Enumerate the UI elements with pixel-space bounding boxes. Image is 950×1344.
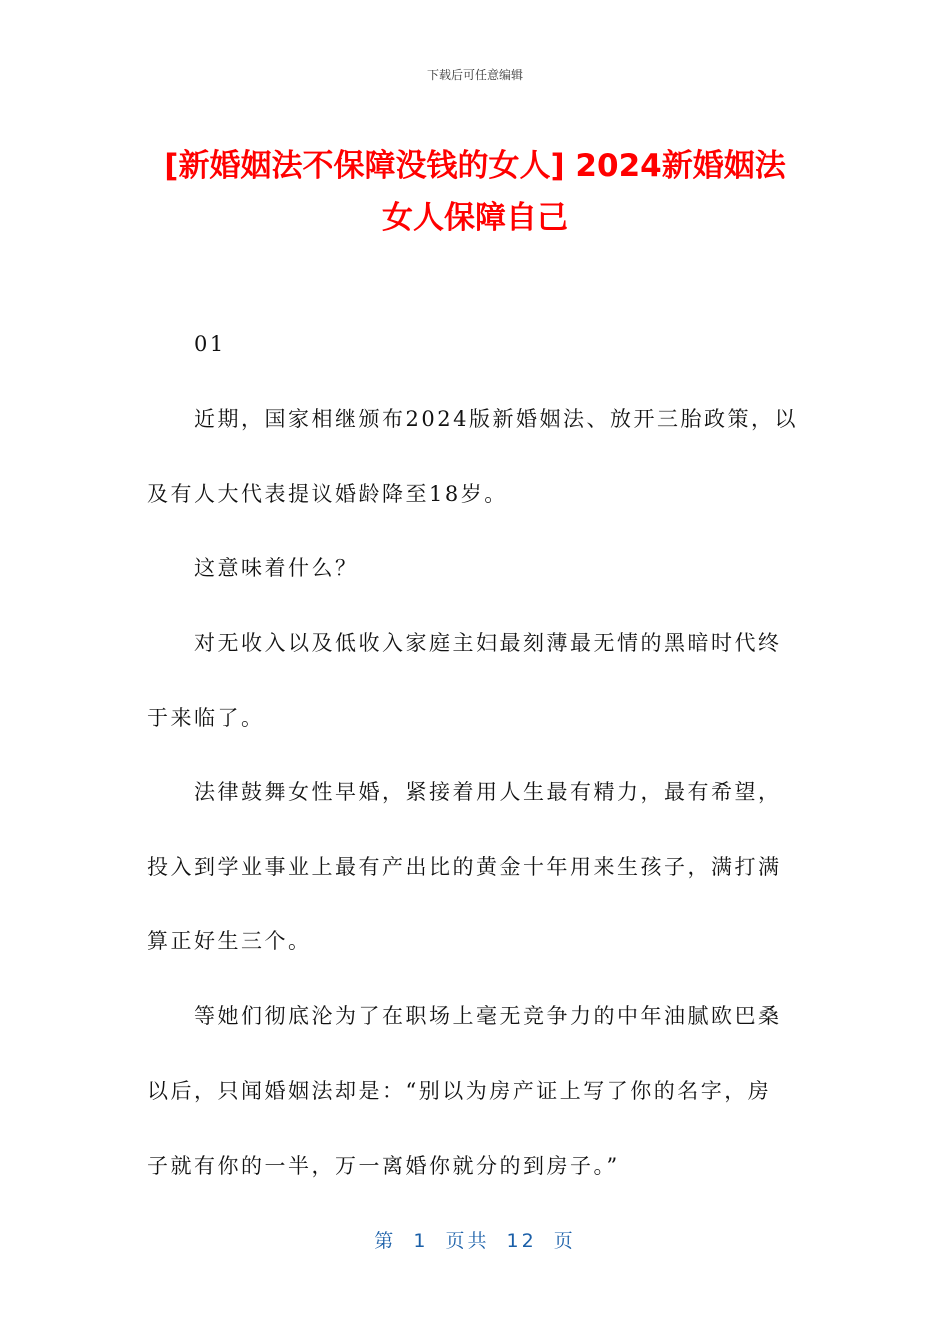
paragraph-2-line-1: 这意味着什么？ — [194, 556, 359, 580]
paragraph-4-line-2: 投入到学业事业上最有产出比的黄金十年用来生孩子，满打满 — [147, 855, 782, 879]
paragraph-3-line-2: 于来临了。 — [147, 706, 265, 730]
paragraph-5-line-1: 等她们彻底沦为了在职场上毫无竞争力的中年油腻欧巴桑 — [194, 1004, 782, 1028]
paragraph-3-line-1: 对无收入以及低收入家庭主妇最刻薄最无情的黑暗时代终 — [194, 631, 782, 655]
paragraph-5-line-3: 子就有你的一半，万一离婚你就分的到房子。” — [147, 1154, 620, 1178]
paragraph-1-line-1: 近期，国家相继颁布2024版新婚姻法、放开三胎政策，以 — [194, 407, 798, 431]
document-title — [120, 140, 830, 244]
page-number-footer: 第 1 页共 12 页 — [374, 1230, 576, 1252]
paragraph-4-line-1: 法律鼓舞女性早婚，紧接着用人生最有精力，最有希望， — [194, 780, 782, 804]
page-header-note: 下载后可任意编辑 — [426, 68, 523, 82]
document-title-line-1: [新婚姻法不保障没钱的女人] 2024新婚姻法 — [164, 148, 786, 184]
paragraph-1-line-2: 及有人大代表提议婚龄降至18岁。 — [147, 482, 508, 506]
paragraph-5-line-2: 以后，只闻婚姻法却是：“别以为房产证上写了你的名字，房 — [147, 1079, 772, 1103]
document-title-line-2: 女人保障自己 — [382, 200, 568, 236]
section-number: 01 — [194, 332, 226, 356]
paragraph-4-line-3: 算正好生三个。 — [147, 929, 312, 953]
